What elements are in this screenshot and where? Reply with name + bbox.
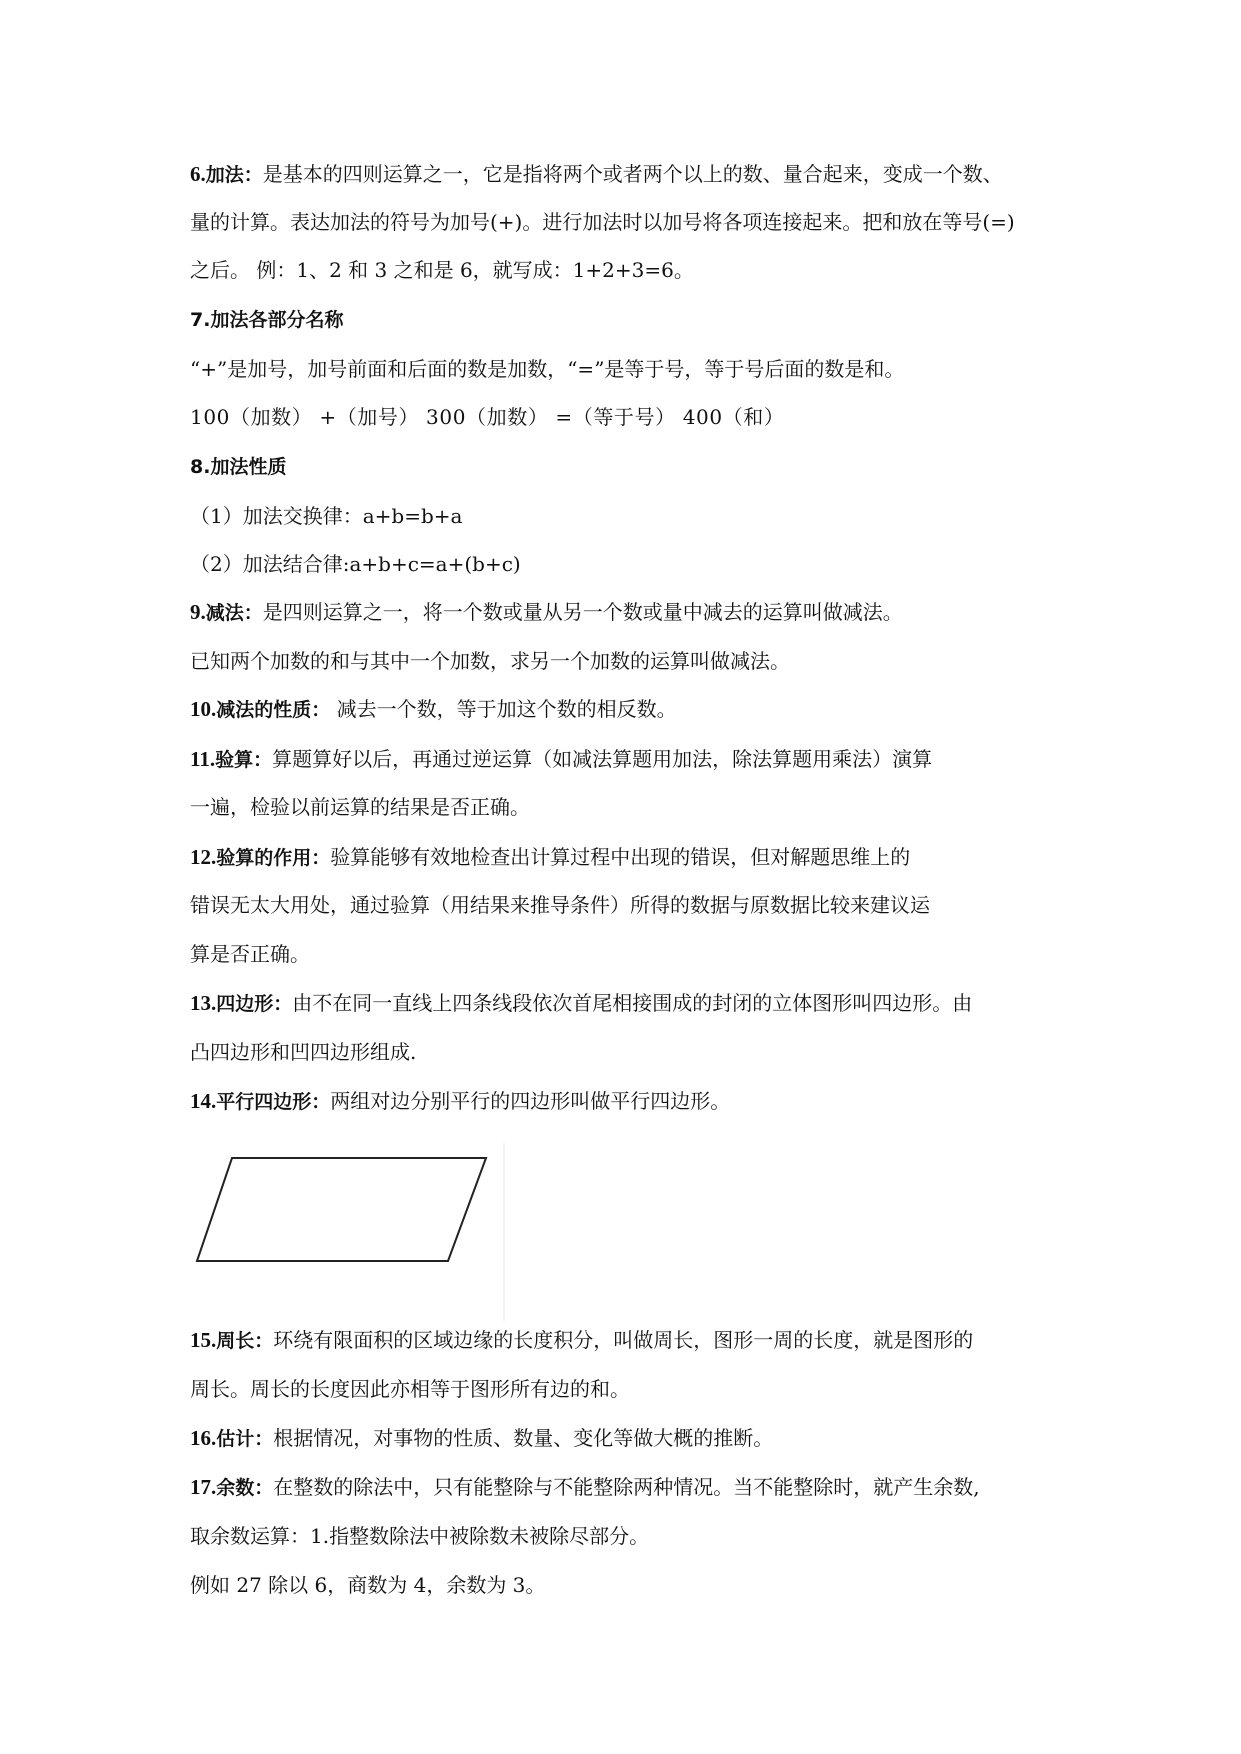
section-heading-addition-parts: 7.加法各部分名称 (190, 309, 344, 331)
definition-text: 两组对边分别平行的四边形叫做平行四边形。 (330, 1089, 731, 1113)
term-remainder: 余数： (216, 1477, 274, 1499)
term-quadrilateral: 四边形： (216, 993, 293, 1015)
definition-perimeter-line-1 (190, 1325, 1060, 1356)
definition-perimeter-line-2 (190, 1374, 1060, 1404)
item-number: 9. (190, 600, 206, 624)
term-perimeter: 周长： (216, 1330, 274, 1352)
definition-subtraction-line-1 (190, 597, 1060, 628)
term-checking-role: 验算的作用： (216, 847, 331, 869)
definition-text: 例如 27 除以 6，商数为 4，余数为 3。 (190, 1573, 546, 1597)
item-number: 14. (190, 1089, 217, 1113)
definition-text: 环绕有限面积的区域边缘的长度积分，叫做周长，图形一周的长度，就是图形的 (273, 1328, 974, 1352)
item-number: 17. (190, 1475, 217, 1499)
definition-text: 减去一个数，等于加这个数的相反数。 (330, 697, 677, 721)
definition-text: 验算能够有效地检查出计算过程中出现的错误，但对解题思维上的 (330, 845, 911, 869)
definition-text: 在整数的除法中，只有能整除与不能整除两种情况。当不能整除时，就产生余数, (273, 1475, 980, 1499)
definition-text: 周长。周长的长度因此亦相等于图形所有边的和。 (190, 1377, 630, 1401)
term-estimation: 估计： (216, 1428, 274, 1450)
definition-text: 算是否正确。 (190, 942, 310, 966)
term-addition: 加法： (205, 164, 263, 186)
definition-estimation (190, 1423, 1060, 1454)
parallelogram-drawing (192, 1143, 512, 1321)
commutative-law (190, 501, 1060, 531)
definition-quadrilateral-line-2 (190, 1037, 1060, 1067)
definition-text: （1）加法交换律：a+b=b+a (190, 504, 463, 528)
definition-checking-line-1 (190, 744, 1060, 775)
definition-text: 是基本的四则运算之一，它是指将两个或者两个以上的数、量合起来，变成一个数、 (262, 162, 1003, 186)
term-checking: 验算： (215, 749, 273, 771)
definition-text: 凸四边形和凹四边形组成. (190, 1040, 417, 1064)
definition-text: 根据情况，对事物的性质、数量、变化等做大概的推断。 (273, 1426, 774, 1450)
addition-parts-example (190, 402, 1060, 432)
definition-checking-role-line-2 (190, 890, 1060, 920)
item-number: 13. (190, 991, 217, 1015)
section-heading-addition-properties: 8.加法性质 (190, 456, 287, 478)
definition-addition-line-1 (190, 159, 1060, 190)
item-number: 12. (190, 845, 217, 869)
definition-quadrilateral-line-1 (190, 988, 1060, 1019)
definition-text: 已知两个加数的和与其中一个加数，求另一个加数的运算叫做减法。 (190, 649, 790, 673)
definition-text: 错误无太大用处，通过验算（用结果来推导条件）所得的数据与原数据比较来建议运 (190, 893, 930, 917)
definition-checking-role-line-1 (190, 842, 1060, 873)
definition-text: 100（加数） +（加号） 300（加数） =（等于号） 400（和） (190, 405, 785, 429)
definition-remainder-line-1 (190, 1472, 1060, 1503)
parallelogram-shape (197, 1158, 486, 1261)
item-number: 10. (190, 697, 217, 721)
associative-law (190, 549, 1060, 579)
definition-text: 由不在同一直线上四条线段依次首尾相接围成的封闭的立体图形叫四边形。由 (292, 991, 973, 1015)
definition-text: 是四则运算之一，将一个数或量从另一个数或量中减去的运算叫做减法。 (262, 600, 903, 624)
definition-text: 之后。 例：1、2 和 3 之和是 6，就写成：1+2+3=6。 (190, 258, 694, 282)
term-subtraction: 减法： (205, 602, 263, 624)
definition-parallelogram (190, 1086, 1060, 1117)
term-parallelogram: 平行四边形： (216, 1091, 331, 1113)
definition-checking-role-line-3 (190, 939, 1060, 969)
definition-subtraction-property (190, 694, 1060, 725)
term-subtraction-property: 减法的性质： (216, 699, 331, 721)
definition-text: 一遍，检验以前运算的结果是否正确。 (190, 795, 530, 819)
definition-text: 量的计算。表达加法的符号为加号(+)。进行加法时以加号将各项连接起来。把和放在等号(=) (190, 210, 1015, 234)
parallelogram-figure (192, 1143, 512, 1321)
remainder-example (190, 1570, 1060, 1600)
definition-text: 取余数运算：1.指整数除法中被除数未被除尽部分。 (190, 1524, 650, 1548)
addition-parts-line-1 (190, 354, 1060, 384)
definition-text: （2）加法结合律:a+b+c=a+(b+c) (190, 552, 521, 576)
item-number: 6. (190, 162, 206, 186)
item-number: 15. (190, 1328, 217, 1352)
item-number: 16. (190, 1426, 217, 1450)
definition-text: 算题算好以后，再通过逆运算（如减法算题用加法，除法算题用乘法）演算 (272, 747, 933, 771)
definition-addition-line-2 (190, 207, 1060, 237)
definition-text: “+”是加号，加号前面和后面的数是加数，“=”是等于号，等于号后面的数是和。 (190, 357, 905, 381)
definition-remainder-line-2 (190, 1521, 1060, 1551)
item-number: 11. (190, 747, 216, 771)
definition-subtraction-line-2 (190, 646, 1060, 676)
definition-addition-line-3 (190, 255, 1060, 285)
definition-checking-line-2 (190, 792, 1060, 822)
